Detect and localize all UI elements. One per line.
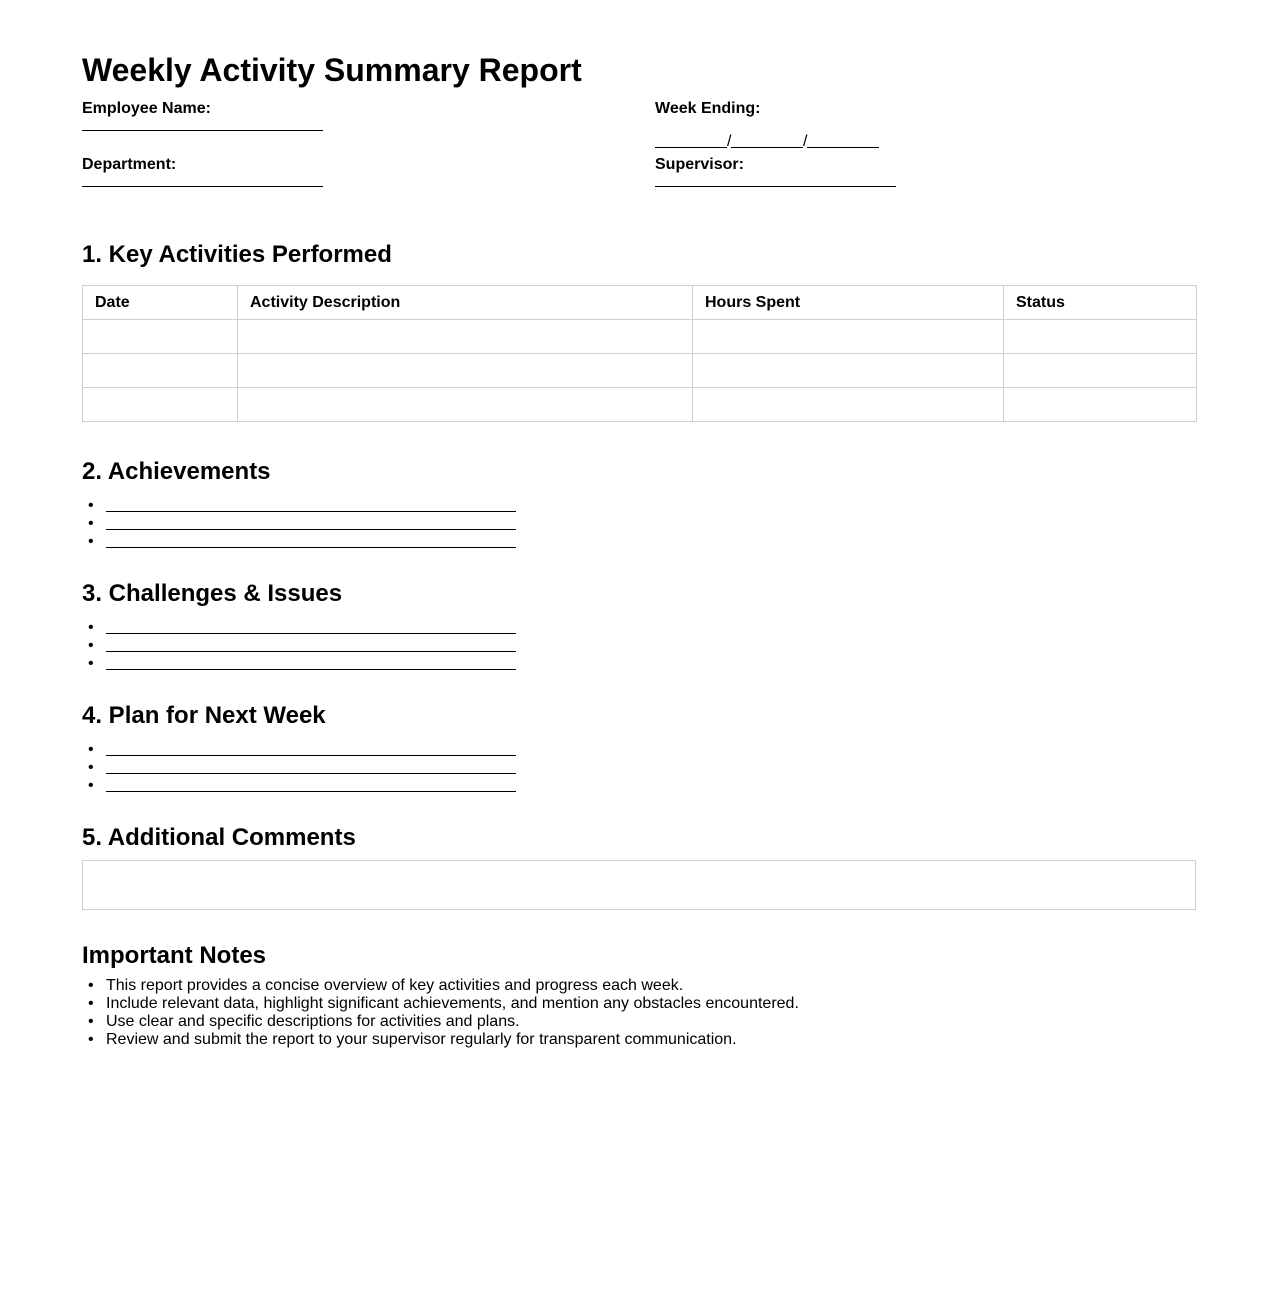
date-separator: /: [727, 133, 732, 150]
status-cell[interactable]: [1004, 388, 1197, 422]
employee-name-input-line[interactable]: [82, 130, 323, 131]
list-item: [82, 515, 516, 533]
bullet-icon: •: [88, 497, 94, 514]
achievement-input-line[interactable]: [106, 515, 516, 530]
bullet-icon: •: [88, 533, 94, 550]
week-ending-field: [655, 100, 879, 148]
column-header-status: Status: [1004, 286, 1197, 320]
supervisor-input-line[interactable]: [655, 186, 896, 187]
note-text: Use clear and specific descriptions for activities and plans.: [106, 1013, 520, 1030]
challenges-list: [82, 619, 516, 673]
employee-name-field: [82, 100, 323, 131]
employee-name-label: Employee Name:: [82, 100, 211, 117]
plan-input-line[interactable]: [106, 741, 516, 756]
challenge-input-line[interactable]: [106, 655, 516, 670]
bullet-icon: •: [88, 1031, 94, 1048]
list-item: [82, 655, 516, 673]
list-item: [82, 777, 516, 795]
plan-input-line[interactable]: [106, 777, 516, 792]
week-ending-year-blank[interactable]: [807, 147, 879, 148]
column-header-date: Date: [83, 286, 238, 320]
week-ending-month-blank[interactable]: [655, 147, 727, 148]
challenge-input-line[interactable]: [106, 637, 516, 652]
list-item: [82, 619, 516, 637]
note-text: Include relevant data, highlight significant achievements, and mention any obstacles encountered.: [106, 995, 799, 1012]
column-header-hours-spent: Hours Spent: [693, 286, 1004, 320]
achievement-input-line[interactable]: [106, 533, 516, 548]
department-field: [82, 156, 323, 187]
date-cell[interactable]: [83, 354, 238, 388]
additional-comments-box[interactable]: [82, 860, 1196, 910]
table-header-row: [83, 286, 1197, 320]
challenges-heading: 3. Challenges & Issues: [82, 580, 343, 607]
date-cell[interactable]: [83, 388, 238, 422]
list-item: [82, 497, 516, 515]
week-ending-day-blank[interactable]: [731, 147, 803, 148]
status-cell[interactable]: [1004, 354, 1197, 388]
bullet-icon: •: [88, 977, 94, 994]
list-item: [82, 533, 516, 551]
activity-description-cell[interactable]: [238, 320, 693, 354]
bullet-icon: •: [88, 777, 94, 794]
hours-spent-cell[interactable]: [693, 320, 1004, 354]
hours-spent-cell[interactable]: [693, 388, 1004, 422]
list-item: [82, 1013, 799, 1031]
list-item: [82, 741, 516, 759]
table-row: [83, 354, 1197, 388]
note-text: Review and submit the report to your supervisor regularly for transparent communication.: [106, 1031, 737, 1048]
report-title: Weekly Activity Summary Report: [82, 52, 582, 88]
table-row: [83, 320, 1197, 354]
supervisor-label: Supervisor:: [655, 156, 744, 173]
list-item: [82, 977, 799, 995]
key-activities-table: [82, 285, 1197, 422]
week-ending-date-input: [655, 129, 879, 148]
week-ending-label: Week Ending:: [655, 100, 761, 117]
bullet-icon: •: [88, 995, 94, 1012]
plan-list: [82, 741, 516, 795]
department-label: Department:: [82, 156, 177, 173]
achievements-list: [82, 497, 516, 551]
notes-list: [82, 977, 799, 1049]
plan-input-line[interactable]: [106, 759, 516, 774]
supervisor-field: [655, 156, 896, 187]
list-item: [82, 1031, 799, 1049]
bullet-icon: •: [88, 1013, 94, 1030]
department-input-line[interactable]: [82, 186, 323, 187]
note-text: This report provides a concise overview of key activities and progress each week.: [106, 977, 684, 994]
activity-description-cell[interactable]: [238, 354, 693, 388]
list-item: [82, 637, 516, 655]
column-header-activity-description: Activity Description: [238, 286, 693, 320]
date-cell[interactable]: [83, 320, 238, 354]
bullet-icon: •: [88, 655, 94, 672]
achievements-heading: 2. Achievements: [82, 458, 271, 485]
key-activities-heading: 1. Key Activities Performed: [82, 241, 392, 268]
challenge-input-line[interactable]: [106, 619, 516, 634]
date-separator: /: [803, 133, 808, 150]
table-row: [83, 388, 1197, 422]
bullet-icon: •: [88, 515, 94, 532]
comments-heading: 5. Additional Comments: [82, 824, 356, 851]
status-cell[interactable]: [1004, 320, 1197, 354]
achievement-input-line[interactable]: [106, 497, 516, 512]
notes-heading: Important Notes: [82, 942, 267, 969]
hours-spent-cell[interactable]: [693, 354, 1004, 388]
list-item: [82, 759, 516, 777]
bullet-icon: •: [88, 741, 94, 758]
bullet-icon: •: [88, 637, 94, 654]
bullet-icon: •: [88, 619, 94, 636]
list-item: [82, 995, 799, 1013]
plan-heading: 4. Plan for Next Week: [82, 702, 326, 729]
bullet-icon: •: [88, 759, 94, 776]
activity-description-cell[interactable]: [238, 388, 693, 422]
